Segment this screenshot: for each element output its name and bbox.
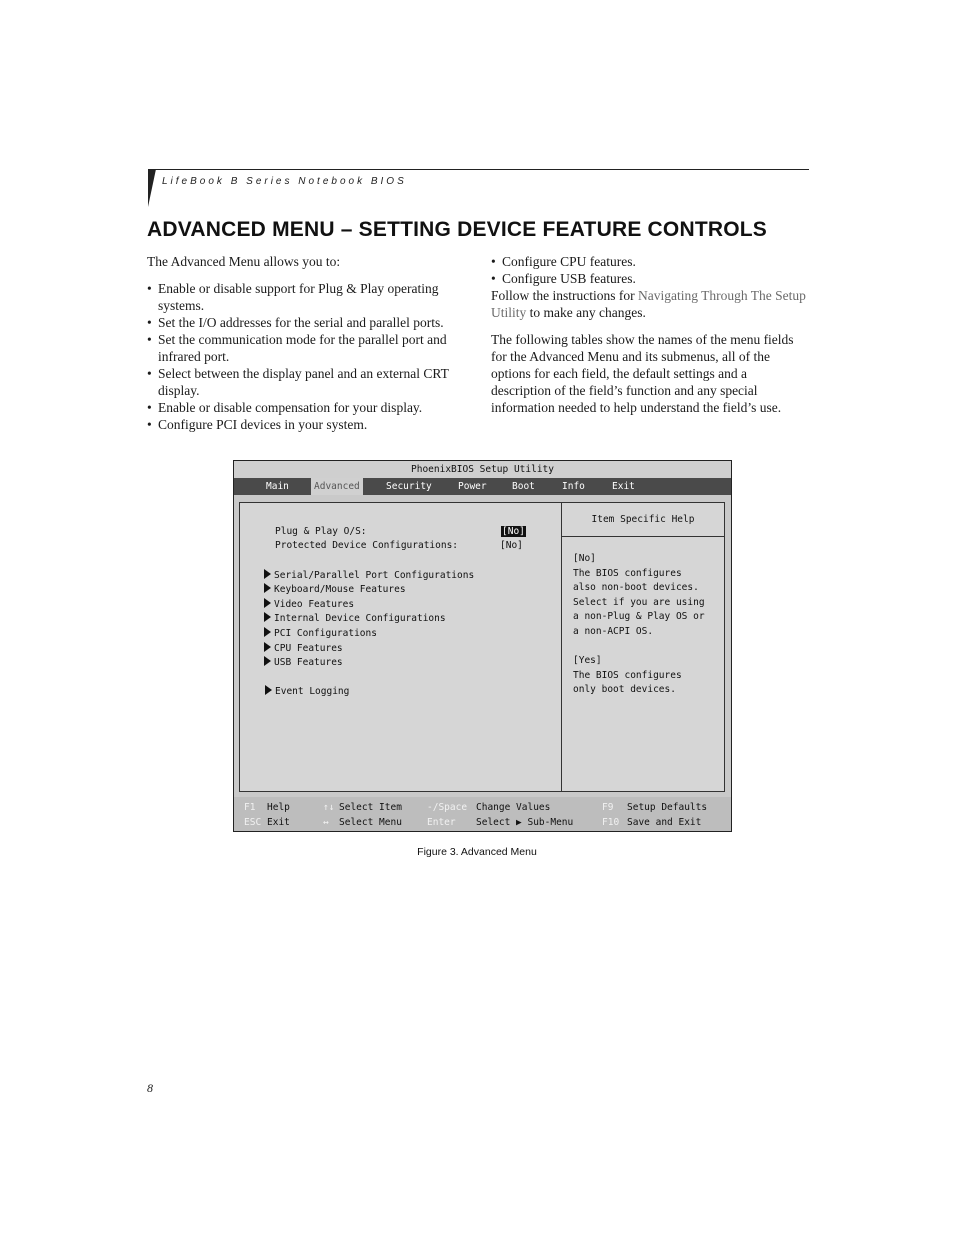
submenu-label: Keyboard/Mouse Features [274, 584, 406, 595]
follow-instructions [491, 287, 806, 321]
key-f1: F1 [244, 802, 256, 813]
menu-main[interactable]: Main [266, 481, 289, 492]
bios-main-panel [239, 502, 725, 792]
right-column [491, 253, 806, 416]
help-line: [No] [573, 553, 596, 564]
bios-title: PhoenixBIOS Setup Utility [234, 461, 731, 478]
key-enter-desc: Select ▶ Sub-Menu [476, 817, 574, 828]
submenu-label: USB Features [274, 657, 343, 668]
submenu-arrow-icon [264, 598, 271, 608]
list-item: • Configure USB features. [491, 270, 806, 287]
key-esc: ESC [244, 817, 262, 828]
running-head: LifeBook B Series Notebook BIOS [162, 176, 407, 187]
key-f10-desc: Save and Exit [627, 817, 702, 828]
submenu-label: Serial/Parallel Port Configurations [274, 570, 475, 581]
menu-info[interactable]: Info [562, 481, 585, 492]
help-line: also non-boot devices. [573, 582, 699, 594]
submenu-arrow-icon [264, 656, 271, 666]
help-title: Item Specific Help [562, 503, 724, 537]
bios-help-panel [562, 503, 724, 791]
submenu-label: Video Features [274, 599, 355, 610]
help-line: [Yes] [573, 655, 602, 667]
help-text [573, 552, 705, 698]
follow-text-after: to make any changes. [526, 305, 646, 320]
submenu-arrow-icon [264, 612, 271, 622]
list-item: • Set the I/O addresses for the serial and parallel ports. [147, 314, 467, 331]
page-title: ADVANCED MENU – SETTING DEVICE FEATURE CONTROLS [147, 218, 767, 241]
help-line: only boot devices. [573, 684, 676, 696]
list-item: • Set the communication mode for the parallel port and infrared port. [147, 331, 467, 365]
list-item: • Configure PCI devices in your system. [147, 416, 467, 433]
plug-play-value-text: [No] [502, 526, 525, 537]
submenu-keyboard-mouse[interactable] [264, 583, 406, 596]
setup-utility-link[interactable]: Navigating Through The Setup Utility [491, 288, 806, 320]
bios-screen [233, 460, 732, 832]
field-plug-play-value[interactable] [501, 525, 526, 538]
submenu-arrow-icon [264, 583, 271, 593]
menu-security[interactable]: Security [386, 481, 432, 492]
key-enter: Enter [427, 817, 456, 828]
submenu-arrow-icon [264, 569, 271, 579]
submenu-event-logging[interactable] [265, 685, 349, 698]
bios-menu-bar [234, 478, 731, 495]
key-f10: F10 [602, 817, 620, 828]
figure-caption: Figure 3. Advanced Menu [417, 846, 537, 858]
submenu-serial-parallel[interactable] [264, 569, 474, 582]
key-f1-desc: Help [267, 802, 290, 813]
help-line: The BIOS configures [573, 567, 682, 579]
bios-footer [234, 797, 731, 831]
submenu-label: Internal Device Configurations [274, 613, 446, 624]
field-protected-device-label: Protected Device Configurations: [275, 540, 459, 551]
key-f9-desc: Setup Defaults [627, 802, 708, 813]
field-protected-device-value[interactable]: [No] [500, 540, 523, 551]
tables-paragraph: The following tables show the names of the menu fields for the Advanced Menu and its submenus, all of the options for each field, the default settings and a description of the field’s function and any special information needed to help understand the field’s use. [491, 332, 794, 415]
list-item: • Select between the display panel and an external CRT display. [147, 365, 467, 399]
list-item: • Enable or disable support for Plug & Play operating systems. [147, 280, 467, 314]
help-line: The BIOS configures [573, 669, 682, 681]
list-item: • Enable or disable compensation for your display. [147, 399, 467, 416]
feature-list-left [147, 280, 467, 433]
header-rule [148, 169, 809, 170]
help-line: a non-Plug & Play OS or [573, 611, 705, 623]
help-line: Select if you are using [573, 596, 705, 608]
key-esc-desc: Exit [267, 817, 290, 828]
follow-text-before: Follow the instructions for [491, 288, 638, 303]
submenu-arrow-icon [264, 627, 271, 637]
key-f9: F9 [602, 802, 614, 813]
menu-exit[interactable]: Exit [612, 481, 635, 492]
submenu-label: Event Logging [275, 686, 350, 697]
intro-text: The Advanced Menu allows you to: [147, 254, 341, 269]
submenu-label: PCI Configurations [274, 628, 377, 639]
key-leftright-desc: Select Menu [339, 817, 402, 828]
menu-boot[interactable]: Boot [512, 481, 535, 492]
submenu-internal-device[interactable] [264, 612, 446, 625]
feature-list-right [491, 253, 806, 287]
field-plug-play-label: Plug & Play O/S: [275, 526, 367, 537]
submenu-label: CPU Features [274, 643, 343, 654]
help-line-blank [573, 640, 705, 655]
menu-power[interactable]: Power [458, 481, 487, 492]
header-corner-mark [148, 169, 156, 207]
submenu-usb[interactable] [264, 656, 343, 669]
help-line: a non-ACPI OS. [573, 625, 654, 637]
key-space-desc: Change Values [476, 802, 551, 813]
key-updown: ↑↓ [323, 802, 335, 813]
submenu-arrow-icon [264, 642, 271, 652]
left-column [147, 253, 467, 433]
list-item: • Configure CPU features. [491, 253, 806, 270]
key-space: -/Space [427, 802, 468, 813]
submenu-video[interactable] [264, 598, 354, 611]
key-leftright: ↔ [323, 817, 329, 828]
submenu-pci[interactable] [264, 627, 377, 640]
key-updown-desc: Select Item [339, 802, 402, 813]
submenu-arrow-icon [265, 685, 272, 695]
menu-advanced[interactable]: Advanced [311, 478, 363, 495]
page-number: 8 [147, 1081, 153, 1095]
submenu-cpu[interactable] [264, 642, 343, 655]
bios-settings-panel [240, 503, 562, 791]
